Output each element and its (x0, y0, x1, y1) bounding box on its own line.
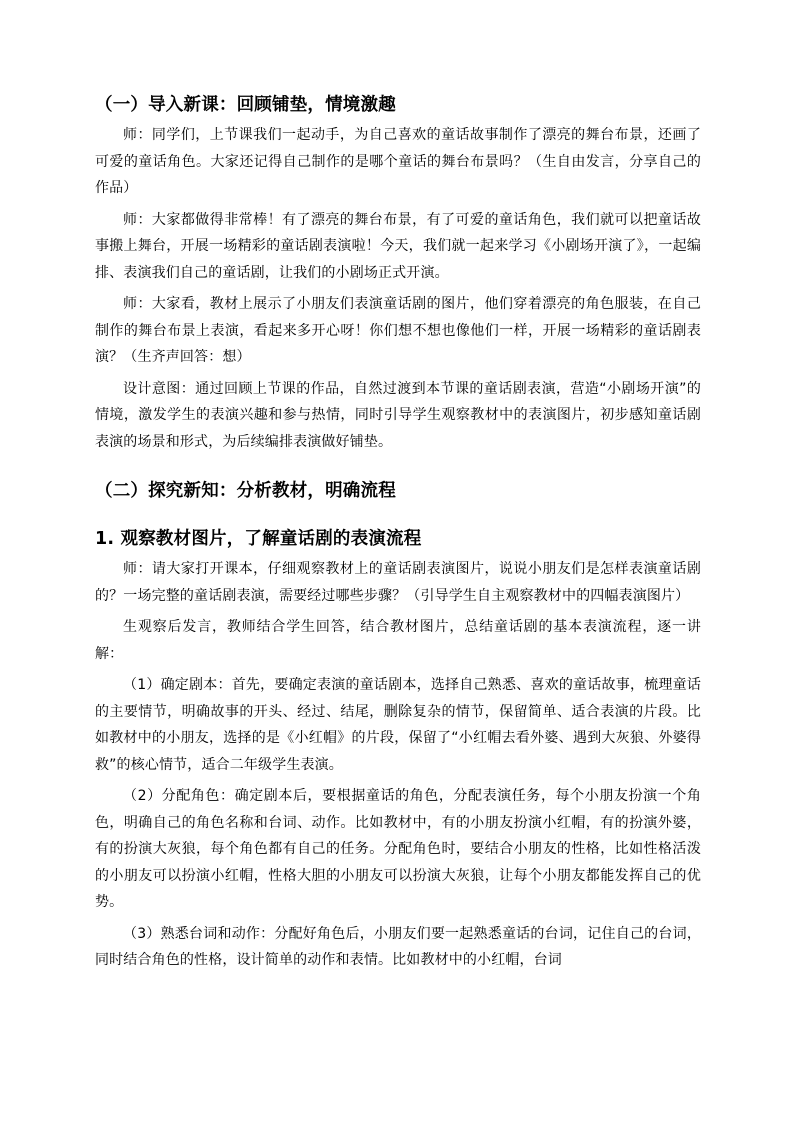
design-intent-paragraph: 设计意图：通过回顾上节课的作品，自然过渡到本节课的童话剧表演，营造“小剧场开演”的情境，激发学生的表演兴趣和参与热情，同时引导学生观察教材中的表演图片，初步感知童话剧表演的场景和形式，为后续编排表演做好铺垫。 (95, 380, 701, 450)
paragraph: 生观察后发言，教师结合学生回答，结合教材图片，总结童话剧的基本表演流程，逐一讲解： (95, 619, 701, 662)
paragraph: 师：请大家打开课本，仔细观察教材上的童话剧表演图片，说说小朋友们是怎样表演童话剧的？一场完整的童话剧表演，需要经过哪些步骤？（引导学生自主观察教材中的四幅表演图片） (95, 561, 701, 604)
document-body (95, 92, 701, 974)
paragraph: 师：大家都做得非常棒！有了漂亮的舞台布景，有了可爱的童话角色，我们就可以把童话故事搬上舞台，开展一场精彩的童话剧表演啦！今天，我们就一起来学习《小剧场开演了》，一起编排、表演我们自己的童话剧，让我们的小剧场正式开演。 (95, 211, 701, 281)
section-heading-explore: （二）探究新知：分析教材，明确流程 (95, 481, 396, 501)
section-heading-intro: （一）导入新课：回顾铺垫，情境激趣 (95, 95, 396, 115)
subsection-heading: 1. 观察教材图片，了解童话剧的表演流程 (95, 529, 422, 549)
step-paragraph-script: （1）确定剧本：首先，要确定表演的童话剧本，选择自己熟悉、喜欢的童话故事，梳理童话的主要情节，明确故事的开头、经过、结尾，删除复杂的情节，保留简单、适合表演的片段。比如教材中的小朋友，选择的是《小红帽》的片段，保留了“小红帽去看外婆、遇到大灰狼、外婆得救”的核心情节，适合二年级学生表演。 (95, 677, 701, 773)
paragraph: 师：同学们，上节课我们一起动手，为自己喜欢的童话故事制作了漂亮的舞台布景，还画了可爱的童话角色。大家还记得自己制作的是哪个童话的舞台布景吗？（生自由发言，分享自己的作品） (95, 127, 701, 196)
step-paragraph-roles: （2）分配角色：确定剧本后，要根据童话的角色，分配表演任务，每个小朋友扮演一个角色，明确自己的角色名称和台词、动作。比如教材中，有的小朋友扮演小红帽，有的扮演外婆，有的扮演大灰狼，每个角色都有自己的任务。分配角色时，要结合小朋友的性格，比如性格活泼的小朋友可以扮演小红帽，性格大胆的小朋友可以扮演大灰狼，让每个小朋友都能发挥自己的优势。 (95, 788, 701, 910)
paragraph: 师：大家看，教材上展示了小朋友们表演童话剧的图片，他们穿着漂亮的角色服装，在自己制作的舞台布景上表演，看起来多开心呀！你们想不想也像他们一样，开展一场精彩的童话剧表演？（生齐声回答：想） (95, 296, 701, 365)
step-paragraph-lines: （3）熟悉台词和动作：分配好角色后，小朋友们要一起熟悉童话的台词，记住自己的台词，同时结合角色的性格，设计简单的动作和表情。比如教材中的小红帽，台词 (95, 925, 701, 968)
